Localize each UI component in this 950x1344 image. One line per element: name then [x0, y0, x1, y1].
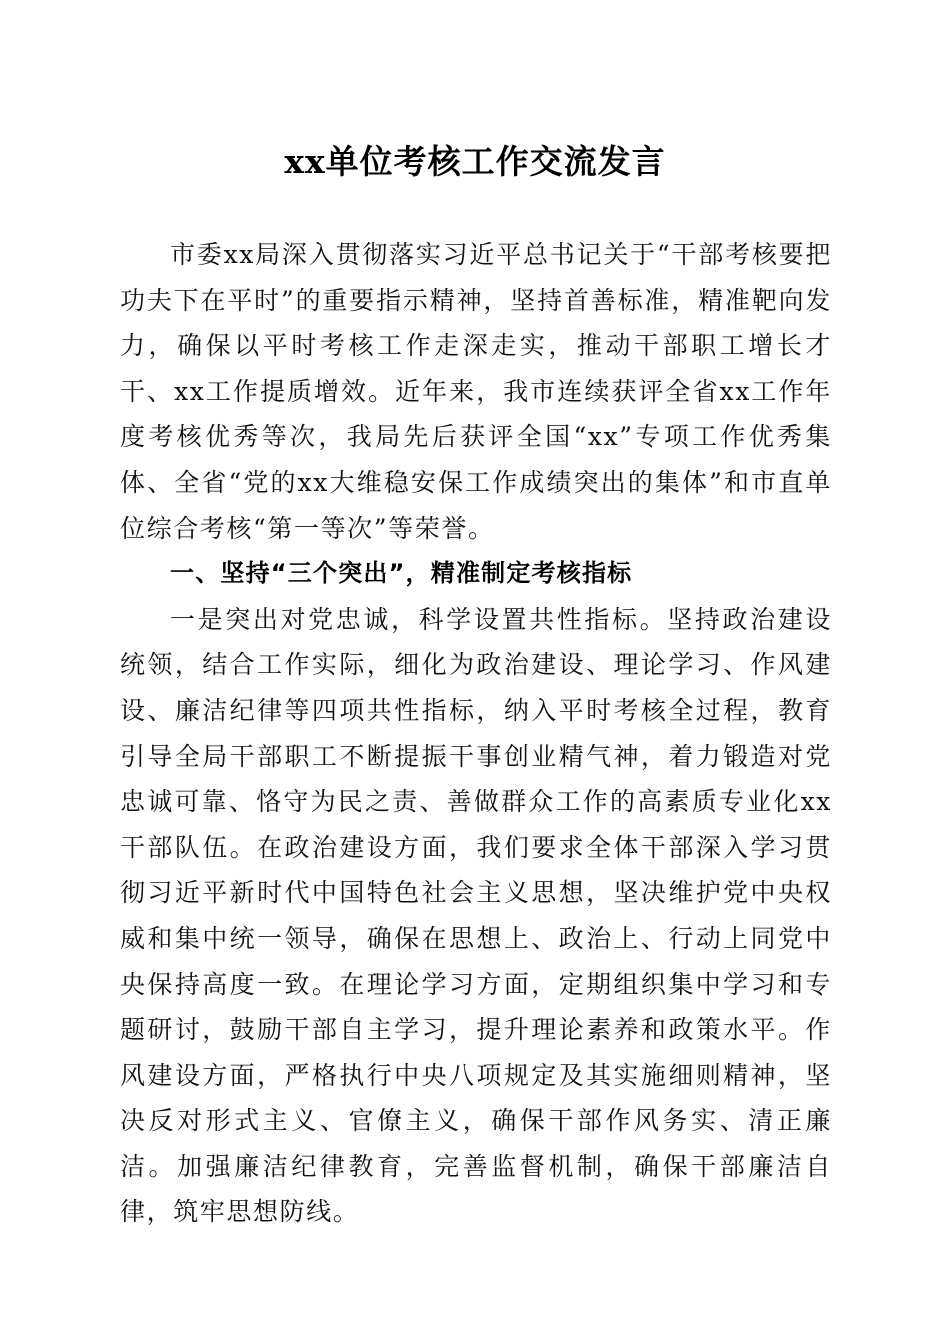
section-1-paragraph: 一是突出对党忠诚，科学设置共性指标。坚持政治建设统领，结合工作实际，细化为政治建设、理论学习、作风建设、廉洁纪律等四项共性指标，纳入平时考核全过程，教育引导全局干部职工不断提振干事创业精气神，着力锻造对党忠诚可靠、恪守为民之责、善做群众工作的高素质专业化xx干部队伍。在政治建设方面，我们要求全体干部深入学习贯彻习近平新时代中国特色社会主义思想，坚决维护党中央权威和集中统一领导，确保在思想上、政治上、行动上同党中央保持高度一致。在理论学习方面，定期组织集中学习和专题研讨，鼓励干部自主学习，提升理论素养和政策水平。作风建设方面，严格执行中央八项规定及其实施细则精神，坚决反对形式主义、官僚主义，确保干部作风务实、清正廉洁。加强廉洁纪律教育，完善监督机制，确保干部廉洁自律，筑牢思想防线。	[120, 604, 832, 1227]
section-heading-1: 一、坚持“三个突出”，精准制定考核指标	[170, 559, 633, 588]
intro-paragraph: 市委xx局深入贯彻落实习近平总书记关于“干部考核要把功夫下在平时”的重要指示精神，坚持首善标准，精准靶向发力，确保以平时考核工作走深走实，推动干部职工增长才干、xx工作提质增效。近年来，我市连续获评全省xx工作年度考核优秀等次，我局先后获评全国“xx”专项工作优秀集体、全省“党的xx大维稳安保工作成绩突出的集体”和市直单位综合考核“第一等次”等荣誉。	[120, 240, 832, 543]
document-title: xx单位考核工作交流发言	[284, 142, 666, 181]
document-body	[120, 232, 832, 1235]
